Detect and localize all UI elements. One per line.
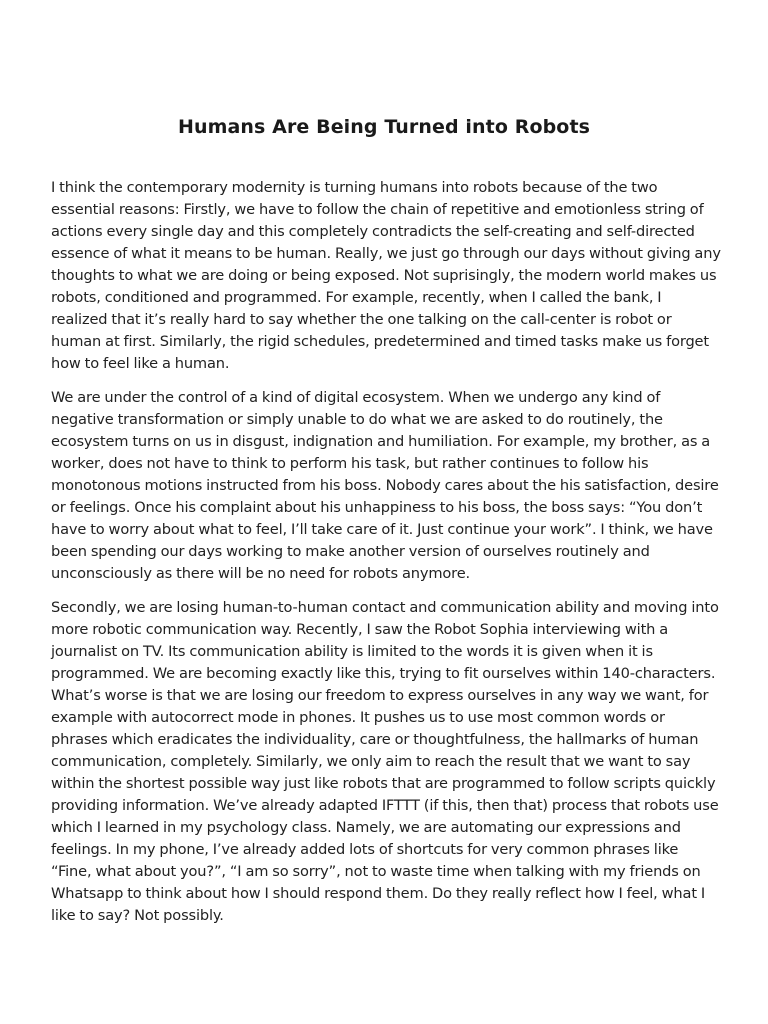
paragraph-3: Secondly, we are losing human-to-human contact and communication ability and moving into more robotic communication way. Recently, I saw the Robot Sophia interviewing with a journalist on TV. Its communication ability is limited to the words it is given when it is programmed. We are becoming exactly like this, trying to fit ourselves within 140-characters. What’s worse is that we are losing our freedom to express ourselves in any way we want, for example with autocorrect mode in phones. It pushes us to use most common words or phrases which eradicates the individuality, care or thoughtfulness, the hallmarks of human communication, completely. Similarly, we only aim to reach the result that we want to say within the shortest possible way just like robots that are programmed to follow scripts quickly providing information. We’ve already adapted IFTTT (if this, then that) process that robots use which I learned in my psychology class. Namely, we are automating our expressions and feelings. In my phone, I’ve already added lots of shortcuts for very common phrases like “Fine, what about you?”, “I am so sorry”, not to waste time when talking with my friends on Whatsapp to think about how I should respond them. Do they really reflect how I feel, what I like to say? Not possibly. [51, 599, 719, 924]
document-title: Humans Are Being Turned into Robots [177, 116, 591, 138]
paragraph-2: We are under the control of a kind of digital ecosystem. When we undergo any kind of negative transformation or simply unable to do what we are asked to do routinely, the ecosystem turns on us in disgust, indignation and humiliation. For example, my brother, as a worker, does not have to think to perform his task, but rather continues to follow his monotonous motions instructed from his boss. Nobody cares about the his satisfaction, desire or feelings. Once his complaint about his unhappiness to his boss, the boss says: “You don’t have to worry about what to feel, I’ll take care of it. Just continue your work”. I think, we have been spending our days working to make another version of ourselves routinely and unconsciously as there will be no need for robots anymore. [51, 389, 719, 582]
document-body [51, 177, 721, 939]
paragraph-1: I think the contemporary modernity is turning humans into robots because of the two essential reasons: Firstly, we have to follow the chain of repetitive and emotionless string of actions every single day and this completely contradicts the self-creating and self-directed essence of what it means to be human. Really, we just go through our days without giving any thoughts to what we are doing or being exposed. Not suprisingly, the modern world makes us robots, conditioned and programmed. For example, recently, when I called the bank, I realized that it’s really hard to say whether the one talking on the call-center is robot or human at first. Similarly, the rigid schedules, predetermined and timed tasks make us forget how to feel like a human. [51, 179, 721, 372]
